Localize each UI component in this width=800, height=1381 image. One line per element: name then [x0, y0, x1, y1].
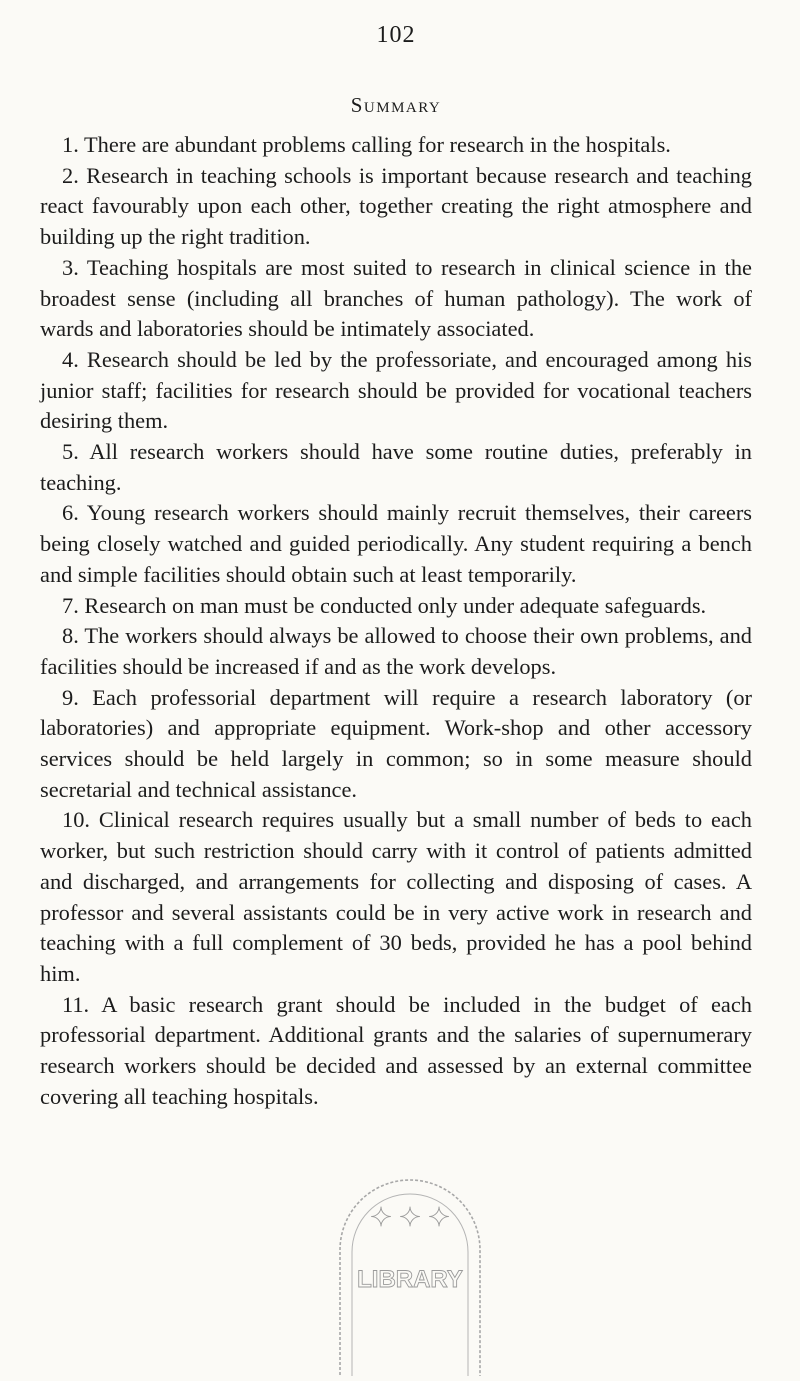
page-number: 102: [376, 22, 416, 48]
summary-item-9: 9. Each professorial department will require a research laboratory (or laboratories) and appropriate equipment. Work-shop and other accessory services should be held largely in common; so in some measure should secretarial and technical assistance.: [40, 684, 752, 802]
summary-item-8: 8. The workers should always be allowed to choose their own problems, and facilities should be increased if and as the work develops.: [40, 623, 752, 679]
summary-item-6: 6. Young research workers should mainly recruit themselves, their careers being closely watched and guided periodically. Any student requiring a bench and simple facilities should obtain such at least temporarily.: [40, 500, 752, 587]
summary-item-5: 5. All research workers should have some routine duties, preferably in teaching.: [40, 439, 752, 495]
library-stamp: [310, 1150, 510, 1376]
summary-item-10: 10. Clinical research requires usually but a small number of beds to each worker, but such restriction should carry with it control of patients admitted and discharged, and arrangements for collecting and disposing of cases. A professor and several assistants could be in very active work in research and teaching with a full complement of 30 beds, provided he has a pool behind him.: [40, 807, 752, 986]
page-heading: Summary: [350, 93, 442, 117]
summary-list: [40, 130, 752, 1113]
svg-text:✦ ✦ ✦: ✦ ✦ ✦: [370, 1202, 450, 1232]
summary-item-1: 1. There are abundant problems calling for research in the hospitals.: [62, 132, 671, 157]
summary-item-11: 11. A basic research grant should be included in the budget of each professorial department. Additional grants and the salaries of supernumerary research workers should be decided and assessed by an external committee covering all teaching hospitals.: [40, 991, 752, 1109]
summary-item-3: 3. Teaching hospitals are most suited to research in clinical science in the broadest sense (including all branches of human pathology). The work of wards and laboratories should be intimately associated.: [40, 254, 752, 342]
summary-item-4: 4. Research should be led by the professoriate, and encouraged among his junior staff; facilities for research should be provided for vocational teachers desiring them.: [40, 346, 752, 434]
summary-item-7: 7. Research on man must be conducted only under adequate safeguards.: [62, 592, 707, 618]
library-stamp-seal: [310, 1150, 510, 1376]
summary-item-2: 2. Research in teaching schools is important because research and teaching react favourably upon each other, together creating the right atmosphere and building up the right tradition.: [40, 162, 752, 250]
stamp-label: LIBRARY: [357, 1266, 463, 1293]
